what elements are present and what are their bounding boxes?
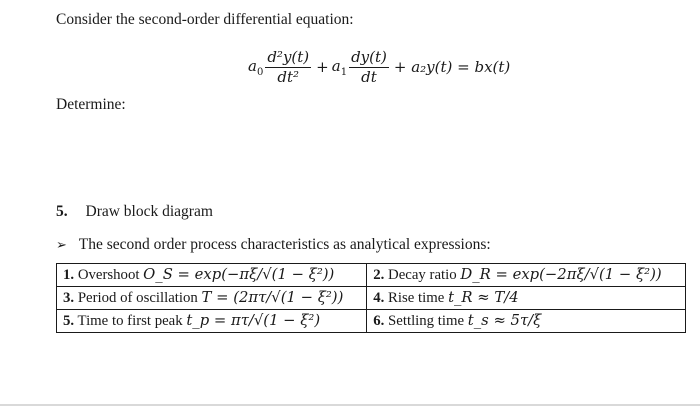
item-text: Draw block diagram (85, 203, 213, 220)
coef-a1: $a_1$ (331, 56, 348, 78)
second-derivative-fraction (265, 49, 311, 86)
plus-sign: + (316, 58, 329, 76)
fraction-numerator: d²y(t) (267, 47, 310, 66)
item-5 (56, 203, 213, 221)
table-cell: 2. Decay ratio D_R = exp(−2πξ/√(1 − ξ²)) (367, 264, 686, 287)
table-cell: 1. Overshoot O_S = exp(−πξ/√(1 − ξ²)) (57, 264, 367, 287)
fraction-numerator: dy(t) (351, 47, 387, 66)
table-cell: 6. Settling time t_s ≈ 5τ/ξ (367, 310, 686, 333)
fraction-denominator: dt² (277, 67, 300, 86)
table-row (57, 264, 686, 287)
coef-a0: $a_0$ (248, 56, 264, 78)
differential-equation (248, 44, 510, 90)
determine-label: Determine: (56, 96, 126, 113)
table-cell: 5. Time to first peak t_p = πτ/√(1 − ξ²) (57, 310, 367, 333)
first-derivative-fraction (349, 49, 389, 86)
item-number: 5. (56, 203, 68, 220)
table-row (57, 287, 686, 310)
bullet-text: The second order process characteristics as analytical expressions: (78, 236, 491, 253)
table-cell: 3. Period of oscillation T = (2πτ/√(1 − ξ²)) (57, 287, 367, 310)
arrow-bullet-icon: ➢ (56, 238, 67, 253)
characteristics-table (56, 263, 686, 333)
equation-tail: + a₂y(t) = bx(t) (393, 58, 511, 76)
bullet-line (56, 236, 491, 254)
fraction-denominator: dt (361, 67, 377, 86)
table-row (57, 310, 686, 333)
intro-text: Consider the second-order differential equation: (56, 11, 354, 28)
table-cell: 4. Rise time t_R ≈ T/4 (367, 287, 686, 310)
bottom-divider (0, 404, 700, 406)
